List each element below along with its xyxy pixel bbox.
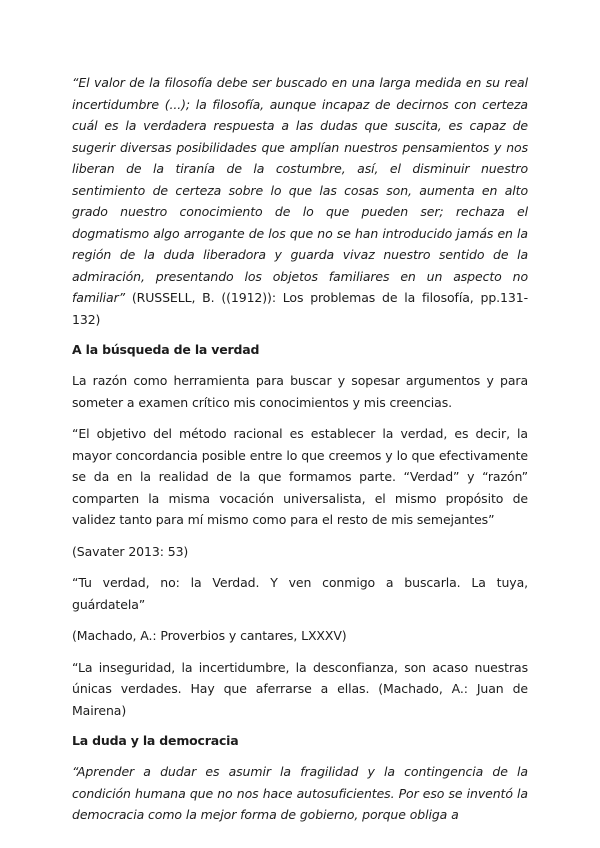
machado-source: (Machado, A.: Proverbios y cantares, LXXXV) <box>72 628 347 643</box>
democracy-quote: “Aprender a dudar es asumir la fragilidad y la contingencia de la condición humana que no nos hace autosuficientes. Por eso se inventó la democracia como la mejor forma de gobierno, porque obliga a <box>72 764 528 822</box>
russell-citation: (RUSSELL, B. ((1912)): Los problemas de la filosofía, pp.131-132) <box>72 290 528 327</box>
machado-quote: “Tu verdad, no: la Verdad. Y ven conmigo a buscarla. La tuya, guárdatela” <box>72 575 528 612</box>
section-heading-democracy: La duda y la democracia <box>72 733 239 748</box>
savater-quote: “El objetivo del método racional es establecer la verdad, es decir, la mayor concordancia posible entre lo que creemos y lo que efectivamente se da en la realidad de la que formamos parte. “Verdad” y “razón” comparten la misma vocación universalista, el mismo propósito de validez tanto para mí mismo como para el resto de mis semejantes” <box>72 426 528 527</box>
savater-source: (Savater 2013: 53) <box>72 543 189 559</box>
section-heading-truth: A la búsqueda de la verdad <box>72 342 260 357</box>
truth-intro-paragraph: La razón como herramienta para buscar y sopesar argumentos y para someter a examen crítico mis conocimientos y mis creencias. <box>72 373 528 410</box>
russell-quote-text: “El valor de la filosofía debe ser buscado en una larga medida en su real incertidumbre (...); la filosofía, aunque incapaz de decirnos con certeza cuál es la verdadera respuesta a las dudas que suscita, es capaz de sugerir diversas posibilidades que amplían nuestros pensamientos y nos liberan de la tiranía de la costumbre, así, el disminuir nuestro sentimiento de certeza sobre lo que las cosas son, aumenta en alto grado nuestro conocimiento de lo que pueden ser; rechaza el dogmatismo algo arrogante de los que no se han introducido jamás en la región de la duda liberadora y guarda vivaz nuestro sentido de la admiración, presentando los objetos familiares en un aspecto no familiar” <box>72 75 528 305</box>
mairena-quote: “La inseguridad, la incertidumbre, la desconfianza, son acaso nuestras únicas verdades. Hay que aferrarse a ellas. (Machado, A.: Juan de Mairena) <box>72 659 528 718</box>
russell-quote <box>72 72 528 330</box>
